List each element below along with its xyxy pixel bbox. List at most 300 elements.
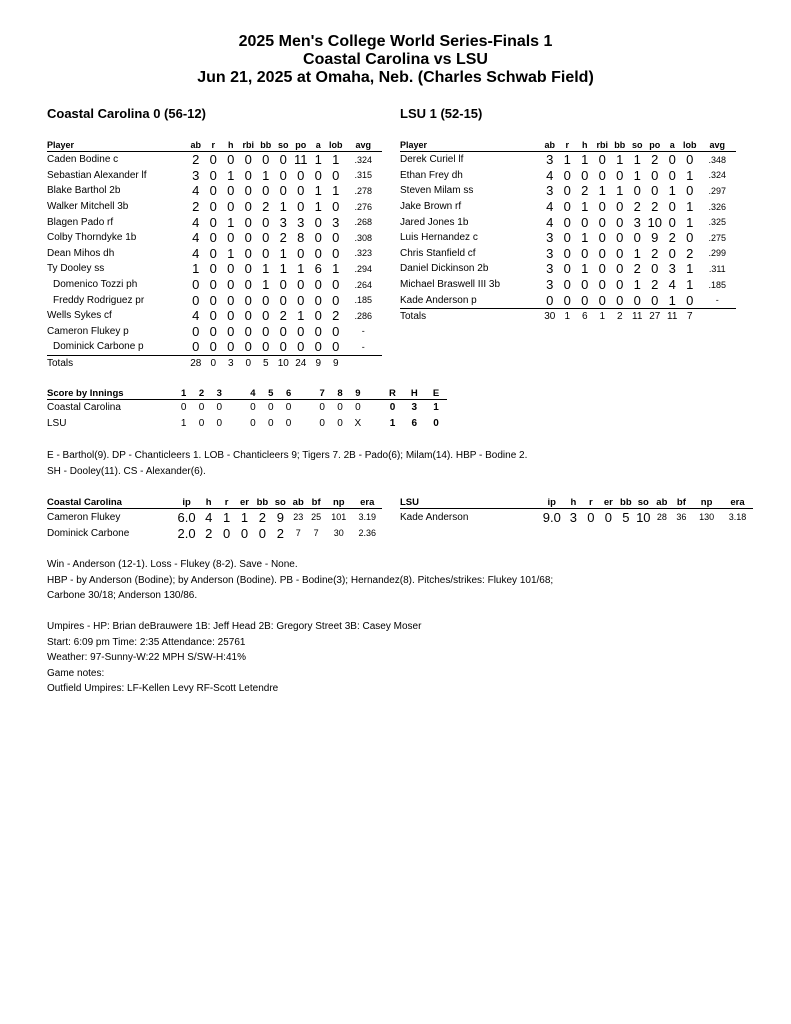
player-name: Ethan Frey dh	[400, 169, 463, 181]
pitching-header: er	[600, 496, 617, 509]
pitching-header: np	[325, 496, 352, 509]
pitcher-name: Kade Anderson	[400, 511, 469, 523]
pitching-stat: 9.0	[542, 509, 561, 525]
pitching-stat: 101	[331, 512, 347, 522]
innings-team: LSU	[47, 417, 67, 429]
stat-cell: 0	[581, 167, 589, 183]
batting-average: .185	[354, 295, 373, 306]
stat-cell: 4	[192, 308, 200, 324]
totals-row	[47, 355, 382, 372]
stat-cell: 0	[209, 245, 217, 261]
innings-cell: 0	[285, 417, 292, 429]
game-notes	[47, 448, 527, 479]
stat-cell: 0	[209, 167, 217, 183]
stat-cell: 4	[192, 183, 200, 199]
innings-cell	[298, 416, 314, 432]
stat-cell: 0	[332, 245, 340, 261]
stat-cell: 3	[546, 152, 554, 168]
totals-label: Totals	[47, 358, 74, 370]
innings-header: 1	[175, 387, 193, 400]
pitching-stat: 0	[604, 509, 612, 525]
stat-cell: 0	[686, 230, 694, 246]
innings-cell	[367, 400, 382, 416]
stat-cell: 1	[686, 214, 694, 230]
stat-cell: 0	[209, 308, 217, 324]
totals-cell: 2	[616, 311, 623, 323]
stat-cell: 3	[633, 214, 641, 230]
pitching-stat: 0	[258, 525, 267, 541]
player-row	[400, 230, 736, 246]
pitching-header: ip	[173, 496, 199, 509]
player-row	[400, 277, 736, 293]
stat-cell: 0	[598, 152, 606, 168]
stat-cell: 0	[598, 277, 606, 293]
stat-cell: 0	[209, 261, 217, 277]
stat-cell: 2	[262, 199, 270, 215]
player-name: Caden Bodine c	[47, 154, 119, 166]
pitching-stat: 2	[276, 525, 284, 541]
stat-cell: 0	[192, 292, 200, 308]
pitching-header: bf	[307, 496, 325, 509]
stat-cell: 0	[205, 339, 223, 355]
batting-average: .185	[708, 279, 727, 290]
column-header: so	[629, 139, 647, 152]
pitcher-row	[47, 509, 382, 526]
pitching-header: bb	[617, 496, 634, 509]
innings-cell	[228, 416, 244, 432]
innings-cell: 0	[337, 402, 343, 414]
stat-cell: 2	[192, 152, 200, 168]
stat-cell: 2	[651, 245, 659, 261]
stat-cell: 0	[244, 245, 252, 261]
player-row	[47, 199, 382, 215]
pitching-stat: 28	[656, 512, 667, 522]
stat-cell: 1	[581, 261, 589, 277]
pitching-stat: 7	[295, 528, 301, 538]
innings-cell: 0	[216, 417, 223, 429]
stat-cell: 3	[332, 214, 340, 230]
home-batting-table	[400, 139, 736, 325]
stat-cell: 2	[686, 245, 694, 261]
matchup: Coastal Carolina vs LSU	[303, 51, 488, 68]
stat-cell: 0	[332, 292, 340, 308]
stat-cell: 0	[332, 230, 340, 246]
batting-average: .325	[708, 217, 727, 228]
totals-cell: 6	[581, 311, 588, 323]
stat-cell: 1	[633, 152, 641, 168]
pitching-header: er	[236, 496, 254, 509]
player-name: Jared Jones 1b	[400, 216, 469, 228]
innings-header: 3	[210, 387, 228, 400]
stat-cell: 1	[192, 261, 200, 277]
stat-cell: 0	[262, 245, 270, 261]
stat-cell: 0	[646, 292, 664, 308]
stat-cell: 0	[192, 277, 200, 293]
player-row	[400, 261, 736, 277]
innings-cell: 0	[267, 402, 274, 414]
stat-cell: 0	[262, 308, 270, 324]
stat-cell: 1	[686, 167, 694, 183]
player-row	[47, 308, 382, 324]
stat-cell: 0	[279, 292, 287, 308]
innings-header: 5	[262, 387, 280, 400]
stat-cell: 0	[598, 167, 606, 183]
home-pitching-table	[400, 496, 753, 525]
player-name: Jake Brown rf	[400, 201, 462, 213]
stat-cell: 0	[314, 245, 322, 261]
player-name: Derek Curiel lf	[400, 154, 464, 166]
innings-cell: 0	[355, 402, 361, 414]
stat-cell: 0	[209, 277, 217, 293]
innings-cell: 0	[319, 402, 325, 414]
pitching-stat: 25	[311, 512, 322, 522]
player-name: Blake Barthol 2b	[47, 185, 121, 197]
stat-cell: 0	[222, 339, 240, 355]
stat-cell: 0	[227, 277, 235, 293]
player-name: Domenico Tozzi ph	[53, 279, 138, 291]
pitching-stat: 2.36	[358, 528, 376, 538]
player-row	[47, 324, 382, 340]
innings-header: E	[425, 387, 447, 400]
stat-cell: 0	[262, 323, 270, 339]
stat-cell: 1	[616, 152, 624, 168]
player-row	[400, 292, 736, 308]
totals-cell: 3	[227, 358, 234, 370]
stat-cell: 0	[227, 183, 235, 199]
stat-cell: 0	[563, 230, 571, 246]
pitching-stat: 1	[240, 509, 249, 525]
note-line: E - Barthol(9). DP - Chanticleers 1. LOB - Chanticleers 9; Tigers 7. 2B - Pado(6); Milam(14). HBP - Bodine 2.	[47, 450, 528, 461]
stat-cell: 1	[262, 167, 270, 183]
player-row	[400, 183, 736, 199]
stat-cell: 0	[616, 199, 624, 215]
innings-header: Score by Innings	[47, 387, 175, 400]
batting-average: .348	[708, 154, 727, 165]
stat-cell: 0	[262, 230, 270, 246]
player-name: Dean Mihos dh	[47, 247, 115, 259]
column-header: r	[559, 139, 577, 152]
stat-cell: 0	[559, 292, 577, 308]
stat-cell: 0	[209, 292, 217, 308]
stat-cell: 4	[546, 214, 554, 230]
stat-cell: 0	[668, 167, 676, 183]
stat-cell: 0	[668, 245, 676, 261]
column-header: so	[275, 139, 293, 152]
totals-label: Totals	[400, 311, 427, 323]
player-name: Daniel Dickinson 2b	[400, 263, 489, 275]
batting-average: .297	[708, 185, 727, 196]
player-name: Wells Sykes cf	[47, 310, 112, 322]
player-row	[47, 277, 382, 293]
stat-cell: 0	[209, 183, 217, 199]
player-name: Sebastian Alexander lf	[47, 169, 147, 181]
report-title: 2025 Men's College World Series-Finals 1	[238, 33, 553, 50]
stat-cell: 1	[686, 199, 694, 215]
pitching-header: h	[200, 496, 218, 509]
pitching-stat: 2	[258, 509, 267, 525]
stat-cell: 0	[332, 323, 340, 339]
stat-cell: 0	[279, 152, 287, 168]
pitching-note-line: Win - Anderson (12-1). Loss - Flukey (8-2). Save - None.	[47, 559, 298, 570]
pitching-stat: 0	[240, 525, 249, 541]
weather-line: Weather: 97-Sunny-W:22 MPH S/SW-H:41%	[47, 652, 246, 663]
stat-cell: 0	[209, 199, 217, 215]
innings-header: 6	[280, 387, 298, 400]
stat-cell: 0	[668, 199, 676, 215]
pitching-stat: 0	[587, 509, 595, 525]
stat-cell: 0	[279, 277, 287, 293]
date-location: Jun 21, 2025 at Omaha, Neb. (Charles Schwab Field)	[197, 69, 594, 86]
stat-cell: 0	[244, 261, 252, 277]
player-row	[47, 152, 382, 168]
column-header: avg	[699, 139, 737, 152]
pitching-notes	[47, 557, 553, 604]
stat-cell: 0	[227, 292, 235, 308]
innings-header: 2	[193, 387, 211, 400]
pitching-header: LSU	[400, 496, 539, 509]
totals-cell: 11	[667, 311, 678, 323]
stat-cell: 2	[192, 199, 200, 215]
stat-cell: 0	[651, 167, 659, 183]
stat-cell: 0	[563, 277, 571, 293]
stat-cell: 0	[598, 199, 606, 215]
batting-average: .308	[354, 232, 373, 243]
stat-cell: 1	[332, 261, 340, 277]
stat-cell: 0	[209, 323, 217, 339]
stat-cell: 0	[314, 292, 322, 308]
column-header: h	[576, 139, 594, 152]
away-pitching-table	[47, 496, 382, 541]
innings-cell: 1	[180, 417, 187, 429]
stat-cell: 0	[651, 261, 659, 277]
player-row	[47, 261, 382, 277]
totals-cell: 9	[315, 358, 322, 370]
stat-cell: 1	[279, 261, 287, 277]
player-row	[47, 183, 382, 199]
stat-cell: 0	[297, 292, 305, 308]
innings-cell: 0	[250, 417, 256, 429]
stat-cell: 0	[314, 277, 322, 293]
stat-cell: 0	[633, 230, 641, 246]
totals-cell: 7	[686, 311, 693, 323]
stat-cell: 3	[546, 230, 554, 246]
stat-cell: 0	[240, 339, 258, 355]
stat-cell: 0	[581, 245, 589, 261]
player-row	[47, 168, 382, 184]
stat-cell: 1	[332, 152, 340, 168]
totals-cell: 10	[277, 358, 289, 370]
innings-cell: 0	[267, 417, 274, 429]
stat-cell: 0	[314, 214, 322, 230]
stat-cell: 0	[629, 292, 647, 308]
innings-cell	[228, 400, 244, 416]
batting-average: .275	[708, 232, 727, 243]
totals-cell: 0	[245, 358, 252, 370]
stat-cell: 0	[209, 230, 217, 246]
pitching-note-line: Carbone 30/18; Anderson 130/86.	[47, 590, 198, 601]
stat-cell: 0	[227, 308, 235, 324]
stat-cell: 2	[633, 261, 641, 277]
player-name: Cameron Flukey p	[47, 325, 129, 337]
totals-cell: 5	[262, 358, 269, 370]
stat-cell: 0	[279, 183, 287, 199]
stat-cell: 1	[279, 199, 287, 215]
stat-cell: 0	[297, 245, 305, 261]
pitcher-row	[400, 509, 753, 526]
pitcher-name: Dominick Carbone	[47, 527, 130, 539]
stat-cell: 0	[192, 323, 200, 339]
batting-average: .268	[354, 217, 373, 228]
stat-cell: 4	[192, 230, 200, 246]
column-header: ab	[541, 139, 559, 152]
batting-average: .324	[708, 170, 727, 181]
column-header: po	[292, 139, 310, 152]
innings-cell: 0	[337, 417, 343, 429]
stat-cell: 1	[598, 183, 606, 199]
player-row	[400, 168, 736, 184]
stat-cell: 0	[187, 339, 205, 355]
player-row	[400, 199, 736, 215]
stat-cell: 0	[616, 261, 624, 277]
player-row	[47, 339, 382, 355]
stat-cell: 0	[262, 214, 270, 230]
innings-header	[298, 387, 314, 400]
column-header: Player	[47, 139, 187, 152]
player-name: Kade Anderson p	[400, 292, 541, 308]
player-name: Chris Stanfield cf	[400, 247, 476, 259]
column-header: lob	[329, 140, 343, 150]
stat-cell: 1	[581, 152, 589, 168]
innings-cell: 6	[411, 417, 418, 429]
stat-cell: 4	[546, 199, 554, 215]
pitching-header: r	[582, 496, 599, 509]
stat-cell: 2	[668, 230, 676, 246]
stat-cell: 0	[310, 339, 328, 355]
stat-cell: 1	[686, 261, 694, 277]
stat-cell: 2	[279, 230, 287, 246]
stat-cell: 1	[314, 199, 322, 215]
stat-cell: 0	[227, 261, 235, 277]
stat-cell: 0	[244, 152, 252, 168]
innings-cell: 3	[411, 402, 418, 414]
player-row	[47, 214, 382, 230]
stat-cell: 4	[192, 214, 200, 230]
innings-cell: 1	[389, 417, 396, 429]
totals-cell: 9	[332, 358, 339, 370]
innings-header: 8	[331, 387, 349, 400]
stat-cell: 0	[563, 199, 571, 215]
pitching-stat: 30	[333, 528, 344, 538]
stat-cell: 0	[563, 245, 571, 261]
away-team-title: Coastal Carolina 0 (56-12)	[47, 106, 206, 121]
batting-average: -	[345, 339, 383, 355]
innings-cell: 0	[433, 417, 439, 429]
column-header: avg	[345, 139, 383, 152]
stat-cell: 0	[651, 183, 659, 199]
stat-cell: 6	[314, 261, 322, 277]
stat-cell: 1	[227, 214, 235, 230]
stat-cell: 0	[244, 323, 252, 339]
stat-cell: 0	[314, 230, 322, 246]
stat-cell: 0	[297, 183, 305, 199]
stat-cell: 4	[546, 167, 554, 183]
stat-cell: 0	[227, 199, 235, 215]
innings-header: 9	[349, 387, 367, 400]
batting-average: -	[361, 326, 365, 337]
column-header: a	[310, 139, 328, 152]
innings-cell: 0	[198, 402, 205, 414]
pitcher-row	[47, 525, 382, 541]
pitching-stat: 7	[313, 528, 319, 538]
stat-cell: 2	[651, 199, 659, 215]
stat-cell: 1	[332, 183, 340, 199]
innings-cell: 0	[198, 417, 205, 429]
innings-row	[47, 416, 447, 432]
stat-cell: 0	[227, 152, 235, 168]
batting-average: .276	[354, 201, 373, 212]
stat-cell: 0	[297, 167, 305, 183]
stat-cell: 0	[279, 323, 287, 339]
pitching-stat: 3	[569, 509, 577, 525]
stat-cell: 3	[546, 245, 554, 261]
stat-cell: 4	[668, 277, 676, 293]
stat-cell: 0	[314, 308, 322, 324]
totals-empty	[345, 355, 383, 372]
pitching-stat: 36	[676, 512, 687, 522]
batting-average: .311	[708, 263, 726, 274]
stat-cell: 0	[616, 167, 624, 183]
stat-cell: 0	[633, 183, 641, 199]
stat-cell: 1	[686, 277, 694, 293]
player-name: Luis Hernandez c	[400, 232, 478, 244]
totals-row	[400, 308, 736, 325]
pitching-header: bf	[672, 496, 692, 509]
column-header: rbi	[240, 139, 258, 152]
umpires-line: Umpires - HP: Brian deBrauwere 1B: Jeff Head 2B: Gregory Street 3B: Casey Moser	[47, 621, 422, 632]
column-header: ab	[187, 139, 205, 152]
stat-cell: 0	[686, 152, 694, 168]
stat-cell: 0	[332, 167, 340, 183]
pitching-stat: 1	[222, 509, 231, 525]
home-team-title: LSU 1 (52-15)	[400, 106, 483, 121]
pitching-stat: 10	[636, 509, 651, 525]
player-name: Freddy Rodriguez pr	[53, 294, 145, 306]
pitching-stat: 6.0	[177, 509, 196, 525]
innings-cell: 0	[285, 402, 292, 414]
stat-cell: 0	[227, 323, 235, 339]
stat-cell: 3	[668, 261, 676, 277]
innings-cell: 0	[250, 402, 256, 414]
pitching-header: era	[352, 496, 382, 509]
pitching-note-line: HBP - by Anderson (Bodine); by Anderson (Bodine). PB - Bodine(3); Hernandez(8). Pitches/strikes: Flukey 101/68;	[47, 574, 554, 586]
stat-cell: 8	[297, 230, 305, 246]
totals-cell: 27	[649, 311, 661, 323]
stat-cell: 1	[297, 308, 305, 324]
stat-cell: 1	[668, 183, 676, 199]
stat-cell: 1	[227, 245, 235, 261]
batting-average: .315	[354, 170, 373, 181]
innings-cell: 0	[319, 417, 325, 429]
away-batting-table	[47, 139, 382, 372]
pitching-header: so	[271, 496, 289, 509]
game-info	[47, 619, 421, 697]
innings-cell: X	[354, 417, 362, 429]
innings-cell: 0	[180, 402, 187, 414]
player-row	[47, 246, 382, 262]
pitching-header: np	[691, 496, 722, 509]
stat-cell: 0	[598, 245, 606, 261]
batting-average: .278	[354, 185, 373, 196]
